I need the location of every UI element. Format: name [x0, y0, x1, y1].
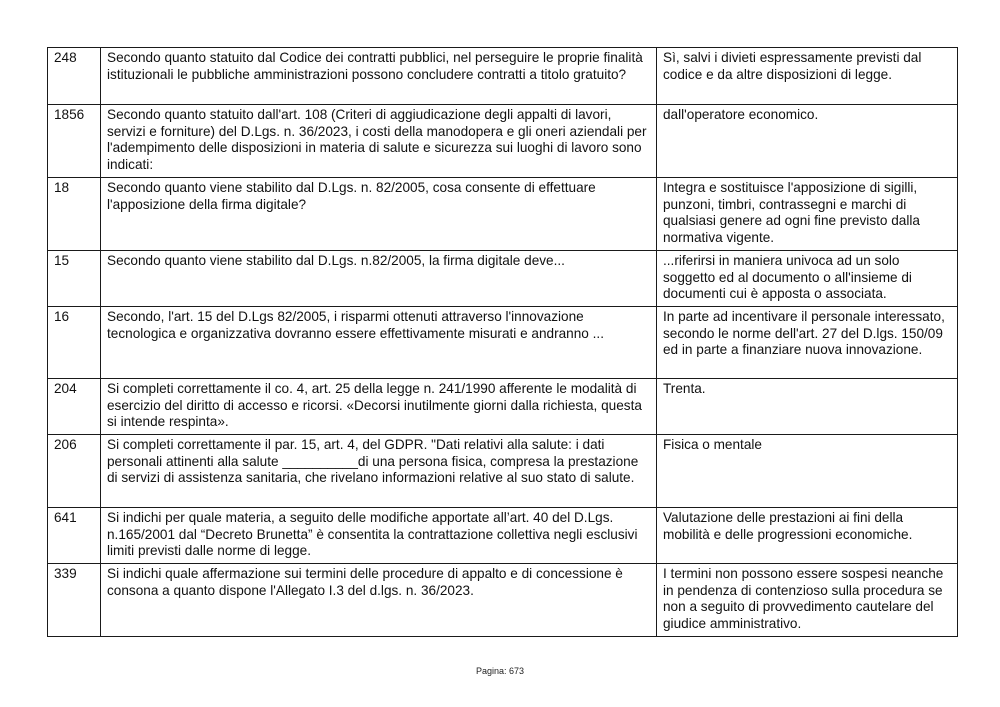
question-text: Si completi correttamente il par. 15, art. 4, del GDPR. "Dati relativi alla salute: i dati personali attinenti alla salute __________di una persona fisica, compresa la prestazione di servizi di assistenza sanitaria, che rivelano informazioni relative al suo stato di salute. — [101, 435, 657, 508]
table-row — [48, 508, 958, 564]
question-text: Secondo quanto viene stabilito dal D.Lgs. n.82/2005, la firma digitale deve... — [101, 251, 657, 307]
question-id: 339 — [48, 564, 101, 637]
table-row — [48, 564, 958, 637]
question-id: 15 — [48, 251, 101, 307]
question-id: 206 — [48, 435, 101, 508]
answer-text: Integra e sostituisce l'apposizione di sigilli, punzoni, timbri, contrassegni e marchi di qualsiasi genere ad ogni fine previsto dalla normativa vigente. — [657, 178, 958, 251]
table-row — [48, 105, 958, 178]
table-row — [48, 178, 958, 251]
question-id: 1856 — [48, 105, 101, 178]
table-row — [48, 48, 958, 105]
question-text: Secondo quanto statuito dall'art. 108 (Criteri di aggiudicazione degli appalti di lavori, servizi e forniture) del D.Lgs. n. 36/2023, i costi della manodopera e gli oneri aziendali per l'adempimento delle disposizioni in materia di salute e sicurezza sui luoghi di lavoro sono indicati: — [101, 105, 657, 178]
answer-text: Valutazione delle prestazioni ai fini della mobilità e delle progressioni economiche. — [657, 508, 958, 564]
table-row — [48, 435, 958, 508]
question-text: Si completi correttamente il co. 4, art. 25 della legge n. 241/1990 afferente le modalità di esercizio del diritto di accesso e ricorsi. «Decorsi inutilmente giorni dalla richiesta, questa si intende respinta». — [101, 379, 657, 435]
table-row — [48, 379, 958, 435]
question-text: Secondo quanto viene stabilito dal D.Lgs. n. 82/2005, cosa consente di effettuare l'apposizione della firma digitale? — [101, 178, 657, 251]
question-id: 18 — [48, 178, 101, 251]
questions-table — [47, 47, 958, 637]
answer-text: I termini non possono essere sospesi neanche in pendenza di contenzioso sulla procedura se non a seguito di provvedimento cautelare del giudice amministrativo. — [657, 564, 958, 637]
question-id: 641 — [48, 508, 101, 564]
answer-text: Trenta. — [657, 379, 958, 435]
answer-text: Sì, salvi i divieti espressamente previsti dal codice e da altre disposizioni di legge. — [657, 48, 958, 105]
question-text: Secondo quanto statuito dal Codice dei contratti pubblici, nel perseguire le proprie finalità istituzionali le pubbliche amministrazioni possono concludere contratti a titolo gratuito? — [101, 48, 657, 105]
question-id: 204 — [48, 379, 101, 435]
question-text: Secondo, l'art. 15 del D.Lgs 82/2005, i risparmi ottenuti attraverso l'innovazione tecnologica e organizzativa dovranno essere effettivamente misurati e andranno ... — [101, 307, 657, 379]
page-number: Pagina: 673 — [475, 666, 525, 676]
answer-text: dall'operatore economico. — [657, 105, 958, 178]
question-id: 16 — [48, 307, 101, 379]
answer-text: ...riferirsi in maniera univoca ad un solo soggetto ed al documento o all'insieme di documenti cui è apposta o associata. — [657, 251, 958, 307]
question-text: Si indichi per quale materia, a seguito delle modifiche apportate all’art. 40 del D.Lgs. n.165/2001 dal “Decreto Brunetta” è consentita la contrattazione collettiva negli esclusivi limiti previsti dalle norme di legge. — [101, 508, 657, 564]
answer-text: Fisica o mentale — [657, 435, 958, 508]
question-text: Si indichi quale affermazione sui termini delle procedure di appalto e di concessione è consona a quanto dispone l'Allegato I.3 del d.lgs. n. 36/2023. — [101, 564, 657, 637]
question-id: 248 — [48, 48, 101, 105]
table-row — [48, 307, 958, 379]
table-row — [48, 251, 958, 307]
answer-text: In parte ad incentivare il personale interessato, secondo le norme dell'art. 27 del D.lgs. 150/09 ed in parte a finanziare nuova innovazione. — [657, 307, 958, 379]
